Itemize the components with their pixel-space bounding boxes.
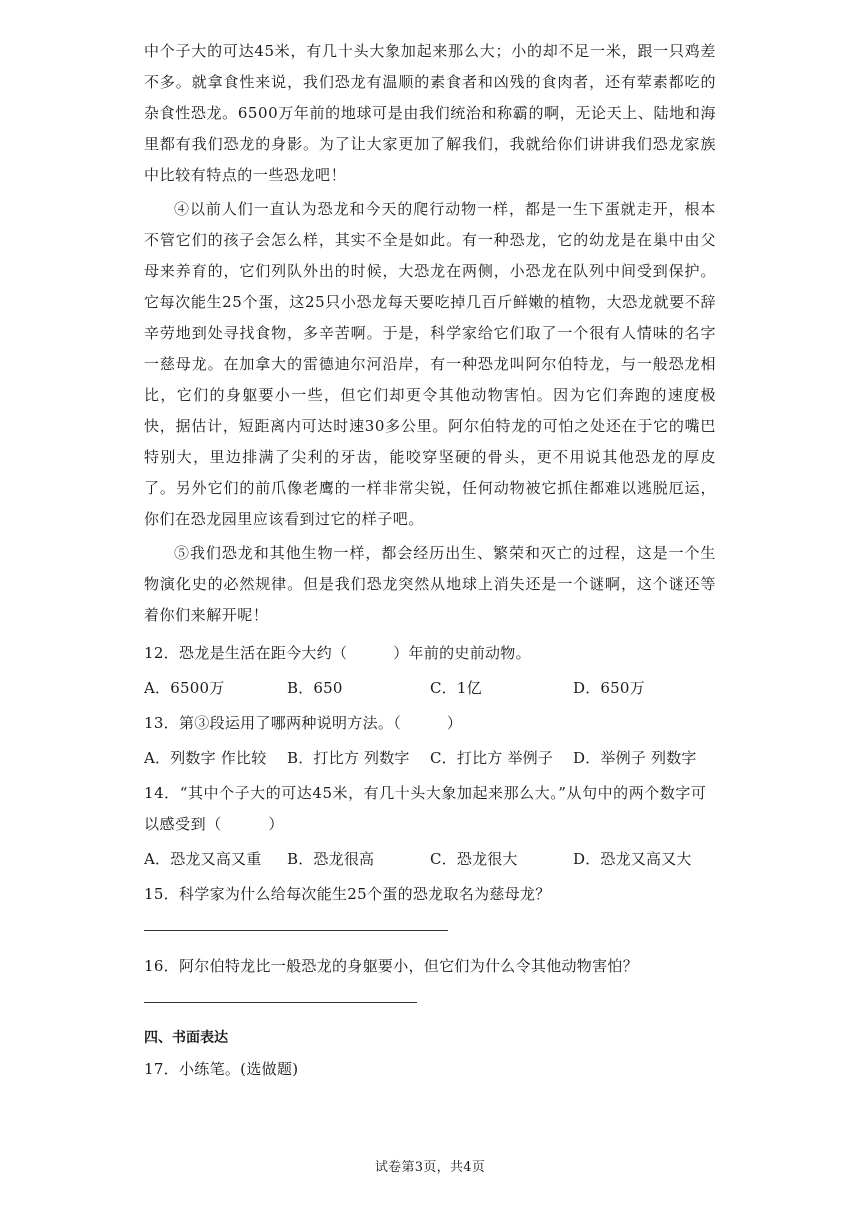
question-14-option-b[interactable]: B．恐龙很高 [287,850,375,868]
question-12-option-a[interactable]: A．6500万 [144,679,225,697]
question-13-option-d[interactable]: D．举例子 列数字 [573,749,697,767]
question-13-options [144,743,716,774]
question-16: 16．阿尔伯特龙比一般恐龙的身躯要小，但它们为什么令其他动物害怕？ [144,957,638,975]
question-14-option-c[interactable]: C．恐龙很大 [430,850,518,868]
question-14: 14．“其中个子大的可达45米，有几十头大象加起来那么大。”从句中的两个数字可以感受到（ ） [144,784,707,833]
question-14-option-a[interactable]: A．恐龙又高又重 [144,850,262,868]
question-12-option-b[interactable]: B．650 [287,679,343,697]
question-16-answer-line[interactable] [144,984,417,1003]
section-4-heading: 四、书面表达 [144,1030,228,1046]
passage-paragraph-3-end: 中个子大的可达45米，有几十头大象加起来那么大；小的却不足一米，跟一只鸡差不多。就拿食性来说，我们恐龙有温顺的素食者和凶残的食肉者，还有荤素都吃的杂食性恐龙。6500万年前的地球可是由我们统治和称霸的啊，无论天上、陆地和海里都有我们恐龙的身影。为了让大家更加了解我们，我就给你们讲讲我们恐龙家族中比较有特点的一些恐龙吧！ [144,42,716,184]
page-footer: 试卷第3页，共4页 [374,1160,486,1175]
question-12-option-d[interactable]: D．650万 [573,679,645,697]
question-12-option-c[interactable]: C．1亿 [430,679,482,697]
question-15-answer-line[interactable] [144,912,448,931]
question-17: 17．小练笔。(选做题) [144,1060,299,1078]
question-13: 13．第③段运用了哪两种说明方法。（ ） [144,714,463,732]
question-13-option-a[interactable]: A．列数字 作比较 [144,749,267,767]
question-15: 15．科学家为什么给每次能生25个蛋的恐龙取名为慈母龙？ [144,885,551,903]
passage-paragraph-5: ⑤我们恐龙和其他生物一样，都会经历出生、繁荣和灭亡的过程，这是一个生物演化史的必然规律。但是我们恐龙突然从地球上消失还是一个谜啊，这个谜还等着你们来解开呢！ [144,544,716,624]
question-12: 12．恐龙是生活在距今大约（ ）年前的史前动物。 [144,644,531,662]
question-13-option-c[interactable]: C．打比方 举例子 [430,749,554,767]
passage-paragraph-4: ④以前人们一直认为恐龙和今天的爬行动物一样，都是一生下蛋就走开，根本不管它们的孩子会怎么样，其实不全是如此。有一种恐龙，它的幼龙是在巢中由父母来养育的，它们列队外出的时候，大恐龙在两侧，小恐龙在队列中间受到保护。它每次能生25个蛋，这25只小恐龙每天要吃掉几百斤鲜嫩的植物，大恐龙就要不辞辛劳地到处寻找食物，多辛苦啊。于是，科学家给它们取了一个很有人情味的名字一慈母龙。在加拿大的雷德迪尔河沿岸，有一种恐龙叫阿尔伯特龙，与一般恐龙相比，它们的身躯要小一些，但它们却更令其他动物害怕。因为它们奔跑的速度极快，据估计，短距离内可达时速30多公里。阿尔伯特龙的可怕之处还在于它的嘴巴特别大，里边排满了尖利的牙齿，能咬穿坚硬的骨头，更不用说其他恐龙的厚皮了。另外它们的前爪像老鹰的一样非常尖锐，任何动物被它抓住都难以逃脱厄运，你们在恐龙园里应该看到过它的样子吧。 [144,200,716,528]
question-12-options [144,673,716,704]
exam-page [144,36,716,1085]
question-13-option-b[interactable]: B．打比方 列数字 [287,749,410,767]
question-14-options [144,844,716,875]
question-14-option-d[interactable]: D．恐龙又高又大 [573,850,692,868]
